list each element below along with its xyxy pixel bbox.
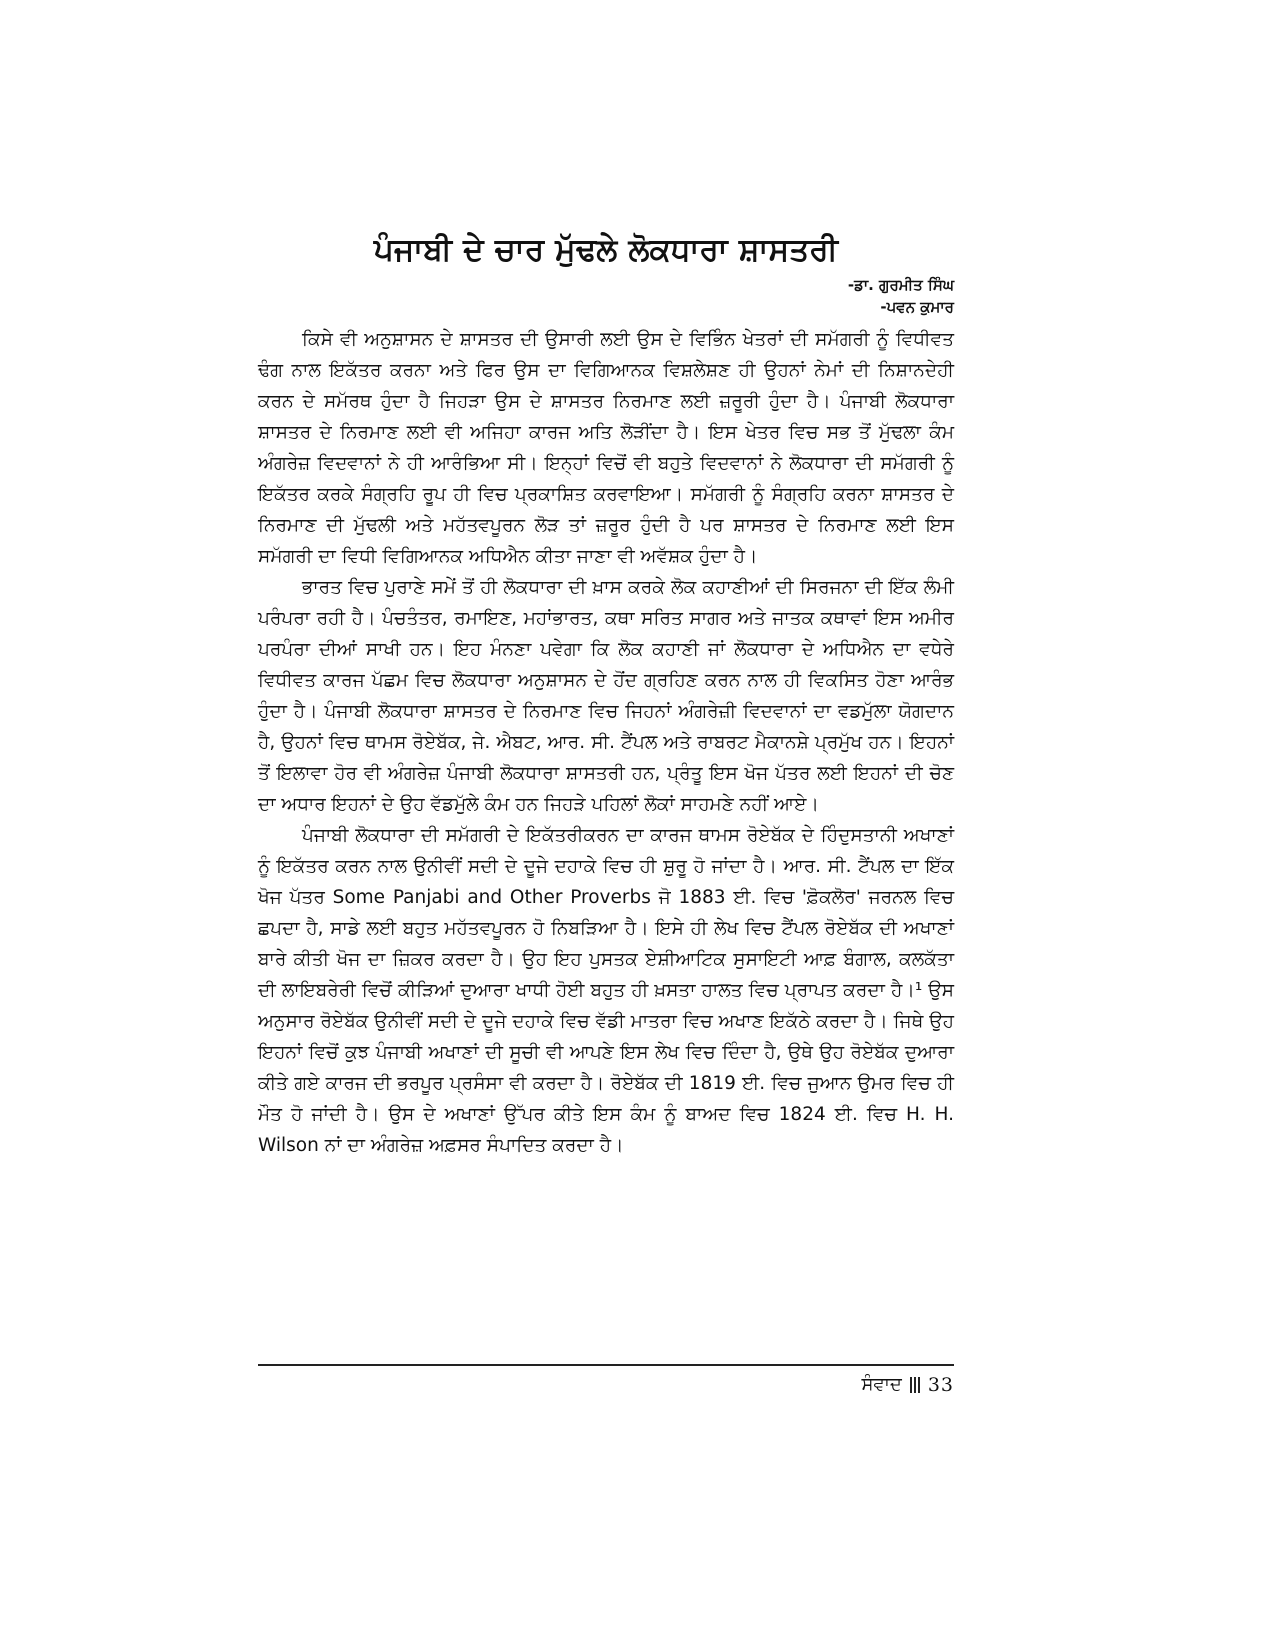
author-name: -ਡਾ. ਗੁਰਮੀਤ ਸਿੰਘ xyxy=(847,276,954,294)
article xyxy=(258,228,954,1161)
journal-name: ਸੰਵਾਦ xyxy=(861,1374,902,1395)
footer-divider xyxy=(258,1364,954,1366)
paragraph: ਭਾਰਤ ਵਿਚ ਪੁਰਾਣੇ ਸਮੇਂ ਤੋਂ ਹੀ ਲੋਕਧਾਰਾ ਦੀ ਖ਼ਾਸ ਕਰਕੇ ਲੋਕ ਕਹਾਣੀਆਂ ਦੀ ਸਿਰਜਨਾ ਦੀ ਇੱਕ ਲੰਮੀ ਪਰੰਪਰਾ ਰਹੀ ਹੈ। ਪੰਚਤੰਤਰ, ਰਮਾਇਣ, ਮਹਾਂਭਾਰਤ, ਕਥਾ ਸਰਿਤ ਸਾਗਰ ਅਤੇ ਜਾਤਕ ਕਥਾਵਾਂ ਇਸ ਅਮੀਰ ਪਰਪੰਰਾ ਦੀਆਂ ਸਾਖੀ ਹਨ। ਇਹ ਮੰਨਣਾ ਪਵੇਗਾ ਕਿ ਲੋਕ ਕਹਾਣੀ ਜਾਂ ਲੋਕਧਾਰਾ ਦੇ ਅਧਿਐਨ ਦਾ ਵਧੇਰੇ ਵਿਧੀਵਤ ਕਾਰਜ ਪੱਛਮ ਵਿਚ ਲੋਕਧਾਰਾ ਅਨੁਸ਼ਾਸਨ ਦੇ ਹੋਂਦ ਗ੍ਰਹਿਣ ਕਰਨ ਨਾਲ ਹੀ ਵਿਕਸਿਤ ਹੋਣਾ ਆਰੰਭ ਹੁੰਦਾ ਹੈ। ਪੰਜਾਬੀ ਲੋਕਧਾਰਾ ਸ਼ਾਸਤਰ ਦੇ ਨਿਰਮਾਣ ਵਿਚ ਜਿਹਨਾਂ ਅੰਗਰੇਜ਼ੀ ਵਿਦਵਾਨਾਂ ਦਾ ਵਡਮੁੱਲਾ ਯੋਗਦਾਨ ਹੈ, ਉਹਨਾਂ ਵਿਚ ਥਾਮਸ ਰੋਏਬੱਕ, ਜੇ. ਐਬਟ, ਆਰ. ਸੀ. ਟੈਂਪਲ ਅਤੇ ਰਾਬਰਟ ਮੈਕਾਨਸ਼ੇ ਪ੍ਰਮੁੱਖ ਹਨ। ਇਹਨਾਂ ਤੋਂ ਇਲਾਵਾ ਹੋਰ ਵੀ ਅੰਗਰੇਜ਼ ਪੰਜਾਬੀ ਲੋਕਧਾਰਾ ਸ਼ਾਸਤਰੀ ਹਨ, ਪ੍ਰੰਤੂ ਇਸ ਖੋਜ ਪੱਤਰ ਲਈ ਇਹਨਾਂ ਦੀ ਚੋਣ ਦਾ ਅਧਾਰ ਇਹਨਾਂ ਦੇ ਉਹ ਵੱਡਮੁੱਲੇ ਕੰਮ ਹਨ ਜਿਹੜੇ ਪਹਿਲਾਂ ਲੋਕਾਂ ਸਾਹਮਣੇ ਨਹੀਂ ਆਏ। xyxy=(258,577,954,815)
page-number: 33 xyxy=(927,1374,954,1396)
paragraph: ਪੰਜਾਬੀ ਲੋਕਧਾਰਾ ਦੀ ਸਮੱਗਰੀ ਦੇ ਇਕੱਤਰੀਕਰਨ ਦਾ ਕਾਰਜ ਥਾਮਸ ਰੋਏਬੱਕ ਦੇ ਹਿੰਦੁਸਤਾਨੀ ਅਖਾਣਾਂ ਨੂੰ ਇਕੱਤਰ ਕਰਨ ਨਾਲ ਉਨੀਵੀਂ ਸਦੀ ਦੇ ਦੂਜੇ ਦਹਾਕੇ ਵਿਚ ਹੀ ਸ਼ੁਰੂ ਹੋ ਜਾਂਦਾ ਹੈ। ਆਰ. ਸੀ. ਟੈਂਪਲ ਦਾ ਇੱਕ ਖੋਜ ਪੱਤਰ Some Panjabi and Other Proverbs ਜੋ 1883 ਈ. ਵਿਚ 'ਫ਼ੋਕਲੋਰ' ਜਰਨਲ ਵਿਚ ਛਪਦਾ ਹੈ, ਸਾਡੇ ਲਈ ਬਹੁਤ ਮਹੱਤਵਪੂਰਨ ਹੋ ਨਿਬੜਿਆ ਹੈ। ਇਸੇ ਹੀ ਲੇਖ ਵਿਚ ਟੈਂਪਲ ਰੋਏਬੱਕ ਦੀ ਅਖਾਣਾਂ ਬਾਰੇ ਕੀਤੀ ਖੋਜ ਦਾ ਜ਼ਿਕਰ ਕਰਦਾ ਹੈ। ਉਹ ਇਹ ਪੁਸਤਕ ਏਸ਼ੀਆਟਿਕ ਸੁਸਾਇਟੀ ਆਫ਼ ਬੰਗਾਲ, ਕਲਕੱਤਾ ਦੀ ਲਾਇਬਰੇਰੀ ਵਿਚੋਂ ਕੀੜਿਆਂ ਦੁਆਰਾ ਖਾਧੀ ਹੋਈ ਬਹੁਤ ਹੀ ਖ਼ਸਤਾ ਹਾਲਤ ਵਿਚ ਪ੍ਰਾਪਤ ਕਰਦਾ ਹੈ।¹ ਉਸ ਅਨੁਸਾਰ ਰੋਏਬੱਕ ਉਨੀਵੀਂ ਸਦੀ ਦੇ ਦੂਜੇ ਦਹਾਕੇ ਵਿਚ ਵੱਡੀ ਮਾਤਰਾ ਵਿਚ ਅਖਾਣ ਇਕੱਠੇ ਕਰਦਾ ਹੈ। ਜਿਥੇ ਉਹ ਇਹਨਾਂ ਵਿਚੋਂ ਕੁਝ ਪੰਜਾਬੀ ਅਖਾਣਾਂ ਦੀ ਸੂਚੀ ਵੀ ਆਪਣੇ ਇਸ ਲੇਖ ਵਿਚ ਦਿੰਦਾ ਹੈ, ਉਥੇ ਉਹ ਰੋਏਬੱਕ ਦੁਆਰਾ ਕੀਤੇ ਗਏ ਕਾਰਜ ਦੀ ਭਰਪੂਰ ਪ੍ਰਸੰਸਾ ਵੀ ਕਰਦਾ ਹੈ। ਰੋਏਬੱਕ ਦੀ 1819 ਈ. ਵਿਚ ਜੁਆਨ ਉਮਰ ਵਿਚ ਹੀ ਮੌਤ ਹੋ ਜਾਂਦੀ ਹੈ। ਉਸ ਦੇ ਅਖਾਣਾਂ ਉੱਪਰ ਕੀਤੇ ਇਸ ਕੰਮ ਨੂੰ ਬਾਅਦ ਵਿਚ 1824 ਈ. ਵਿਚ H. H. Wilson ਨਾਂ ਦਾ ਅੰਗਰੇਜ਼ ਅਫ਼ਸਰ ਸੰਪਾਦਿਤ ਕਰਦਾ ਹੈ। xyxy=(258,825,954,1156)
author-list xyxy=(258,274,954,318)
author-name: -ਪਵਨ ਕੁਮਾਰ xyxy=(880,298,954,316)
paragraph: ਕਿਸੇ ਵੀ ਅਨੁਸ਼ਾਸਨ ਦੇ ਸ਼ਾਸਤਰ ਦੀ ਉਸਾਰੀ ਲਈ ਉਸ ਦੇ ਵਿਭਿੰਨ ਖੇਤਰਾਂ ਦੀ ਸਮੱਗਰੀ ਨੂੰ ਵਿਧੀਵਤ ਢੰਗ ਨਾਲ ਇਕੱਤਰ ਕਰਨਾ ਅਤੇ ਫਿਰ ਉਸ ਦਾ ਵਿਗਿਆਨਕ ਵਿਸ਼ਲੇਸ਼ਣ ਹੀ ਉਹਨਾਂ ਨੇਮਾਂ ਦੀ ਨਿਸ਼ਾਨਦੇਹੀ ਕਰਨ ਦੇ ਸਮੱਰਥ ਹੁੰਦਾ ਹੈ ਜਿਹੜਾ ਉਸ ਦੇ ਸ਼ਾਸਤਰ ਨਿਰਮਾਣ ਲਈ ਜ਼ਰੂਰੀ ਹੁੰਦਾ ਹੈ। ਪੰਜਾਬੀ ਲੋਕਧਾਰਾ ਸ਼ਾਸਤਰ ਦੇ ਨਿਰਮਾਣ ਲਈ ਵੀ ਅਜਿਹਾ ਕਾਰਜ ਅਤਿ ਲੋੜੀਂਦਾ ਹੈ। ਇਸ ਖੇਤਰ ਵਿਚ ਸਭ ਤੋਂ ਮੁੱਢਲਾ ਕੰਮ ਅੰਗਰੇਜ਼ ਵਿਦਵਾਨਾਂ ਨੇ ਹੀ ਆਰੰਭਿਆ ਸੀ। ਇਨ੍ਹਾਂ ਵਿਚੋਂ ਵੀ ਬਹੁਤੇ ਵਿਦਵਾਨਾਂ ਨੇ ਲੋਕਧਾਰਾ ਦੀ ਸਮੱਗਰੀ ਨੂੰ ਇਕੱਤਰ ਕਰਕੇ ਸੰਗ੍ਰਹਿ ਰੂਪ ਹੀ ਵਿਚ ਪ੍ਰਕਾਸ਼ਿਤ ਕਰਵਾਇਆ। ਸਮੱਗਰੀ ਨੂੰ ਸੰਗ੍ਰਹਿ ਕਰਨਾ ਸ਼ਾਸਤਰ ਦੇ ਨਿਰਮਾਣ ਦੀ ਮੁੱਢਲੀ ਅਤੇ ਮਹੱਤਵਪੂਰਨ ਲੋੜ ਤਾਂ ਜ਼ਰੂਰ ਹੁੰਦੀ ਹੈ ਪਰ ਸ਼ਾਸਤਰ ਦੇ ਨਿਰਮਾਣ ਲਈ ਇਸ ਸਮੱਗਰੀ ਦਾ ਵਿਧੀ ਵਿਗਿਆਨਕ ਅਧਿਐਨ ਕੀਤਾ ਜਾਣਾ ਵੀ ਅਵੱਸ਼ਕ ਹੁੰਦਾ ਹੈ। xyxy=(258,329,954,567)
bars-separator-icon xyxy=(910,1377,920,1393)
article-body xyxy=(258,324,954,1161)
page-footer xyxy=(861,1372,954,1398)
article-title: ਪੰਜਾਬੀ ਦੇ ਚਾਰ ਮੁੱਢਲੇ ਲੋਕਧਾਰਾ ਸ਼ਾਸਤਰੀ xyxy=(373,232,839,268)
